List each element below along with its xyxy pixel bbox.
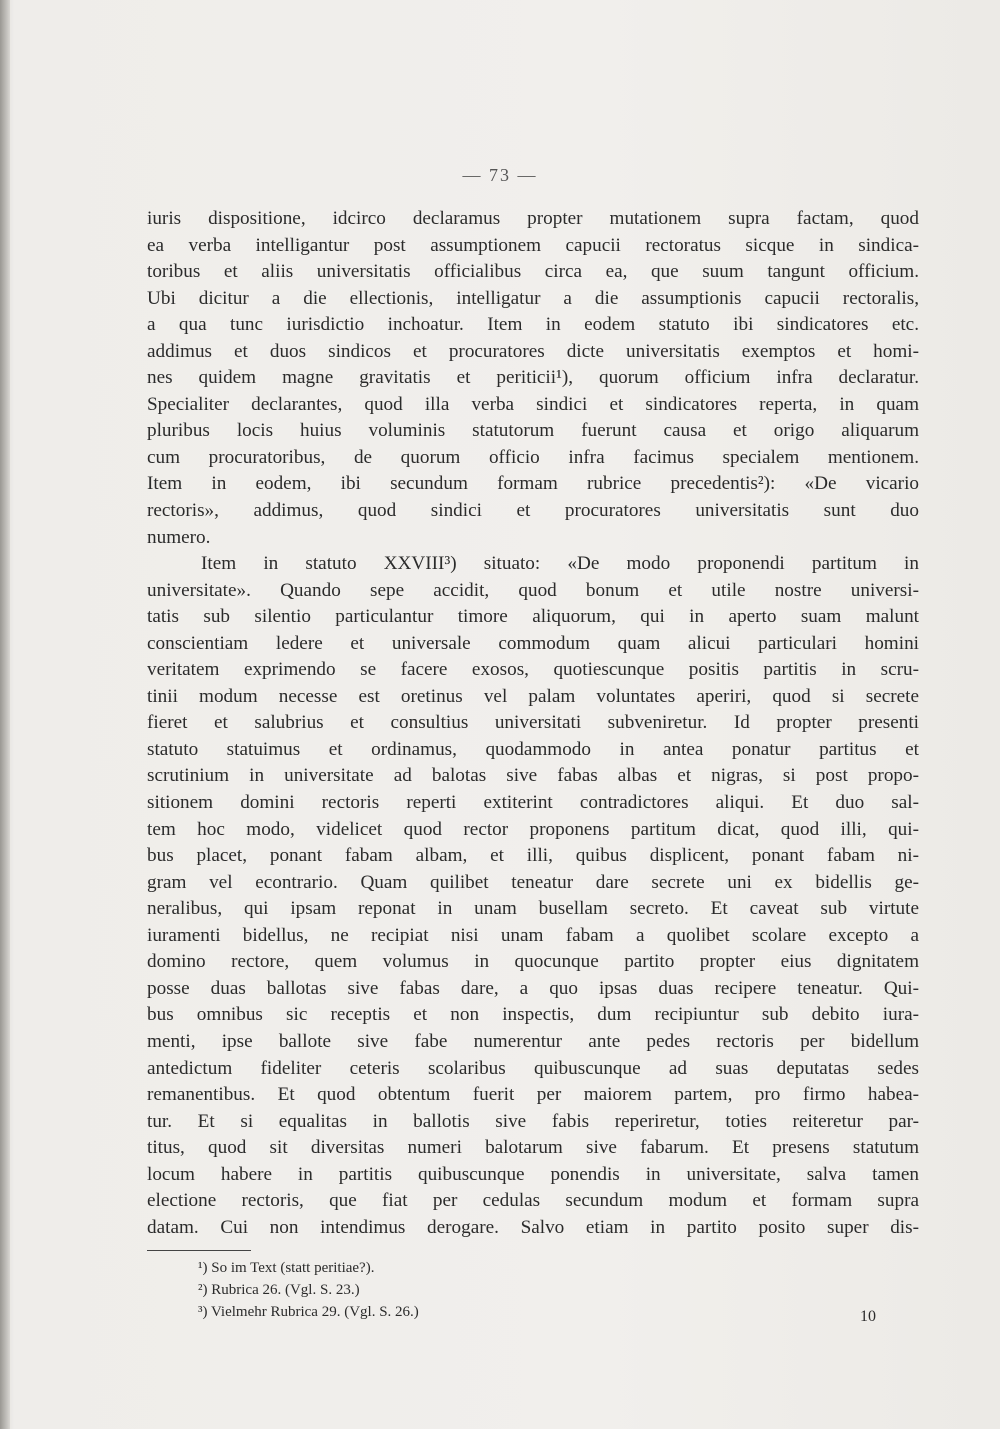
text-line: Item in statuto XXVIII³) situato: «De modo proponendi partitum in: [201, 553, 919, 575]
text-line: statuto statuimus et ordinamus, quodammodo in antea ponatur partitus et: [147, 738, 919, 760]
text-line: tem hoc modo, videlicet quod rector proponens partitum dicat, quod illi, qui-: [147, 818, 919, 840]
text-line: iuramenti bidellus, ne recipiat nisi unam fabam a quolibet scolare excepto a: [147, 924, 919, 946]
footnote: ¹) So im Text (statt peritiae?).: [198, 1260, 375, 1276]
body-text: [147, 206, 919, 1241]
text-line: Specialiter declarantes, quod illa verba sindici et sindicatores reperta, in quam: [147, 393, 919, 415]
text-line: iuris dispositione, idcirco declaramus propter mutationem supra factam, quod: [147, 208, 919, 229]
text-line: bus placet, ponant fabam albam, et illi, quibus displicent, ponant fabam ni-: [147, 845, 919, 867]
text-line: bus omnibus sic receptis et non inspectis, dum recipiuntur sub debito iura-: [147, 1004, 919, 1026]
text-line: remanentibus. Et quod obtentum fuerit per maiorem partem, pro firmo habea-: [147, 1084, 919, 1106]
text-line: universitate». Quando sepe accidit, quod bonum et utile nostre universi-: [147, 579, 919, 601]
text-line: menti, ipse ballote sive fabe numerentur ante pedes rectoris per bidellum: [147, 1030, 919, 1052]
text-line: a qua tunc iurisdictio inchoatur. Item in eodem statuto ibi sindicatores etc.: [147, 314, 919, 336]
text-line: neralibus, qui ipsam reponat in unam busellam secreto. Et caveat sub virtute: [147, 898, 919, 920]
text-line: fieret et salubrius et consultius universitati subveniretur. Id propter presenti: [147, 712, 919, 734]
text-line: tur. Et si equalitas in ballotis sive fabis reperiretur, toties reiteretur par-: [147, 1110, 919, 1132]
footnote: ³) Vielmehr Rubrica 29. (Vgl. S. 26.): [198, 1304, 419, 1320]
text-line: sitionem domini rectoris reperti extiterint contradictores aliqui. Et duo sal-: [147, 792, 919, 814]
page-number: — 73 —: [462, 165, 538, 185]
footnote-rule: [147, 1250, 251, 1251]
text-line: posse duas ballotas sive fabas dare, a quo ipsas duas recipere teneatur. Qui-: [147, 977, 919, 999]
text-line: scrutinium in universitate ad balotas sive fabas albas et nigras, si post propo-: [147, 765, 919, 787]
text-line: addimus et duos sindicos et procuratores dicte universitatis exemptos et homi-: [147, 340, 919, 362]
footnote: ²) Rubrica 26. (Vgl. S. 23.): [198, 1282, 360, 1298]
text-line: datam. Cui non intendimus derogare. Salvo etiam in partito posito super dis-: [147, 1216, 919, 1238]
signature-mark: 10: [860, 1308, 876, 1325]
text-line: antedictum fideliter ceteris scolaribus quibuscunque ad suas deputatas sedes: [147, 1057, 919, 1079]
text-line: tinii modum necesse est oretinus vel palam voluntates aperiri, quod si secrete: [147, 685, 919, 707]
text-line: nes quidem magne gravitatis et periticii¹), quorum officium infra declaratur.: [147, 367, 919, 389]
page-binding-edge: [0, 0, 10, 1429]
text-line: domino rectore, quem volumus in quocunque partito propter eius dignitatem: [147, 951, 919, 973]
text-line: Item in eodem, ibi secundum formam rubrice precedentis²): «De vicario: [147, 473, 919, 495]
footnotes: [198, 1257, 419, 1323]
text-line: tatis sub silentio particulantur timore aliquorum, qui in aperto suam malunt: [147, 606, 919, 628]
text-line: cum procuratoribus, de quorum officio infra facimus specialem mentionem.: [147, 446, 919, 468]
text-line: locum habere in partitis quibuscunque ponendis in universitate, salva tamen: [147, 1163, 919, 1185]
text-line: toribus et aliis universitatis officialibus circa ea, que suum tangunt officium.: [147, 261, 919, 283]
text-line: rectoris», addimus, quod sindici et procuratores universitatis sunt duo: [147, 500, 919, 522]
text-line: gram vel econtrario. Quam quilibet teneatur dare secrete uni ex bidellis ge-: [147, 871, 919, 893]
text-line: electione rectoris, que fiat per cedulas secundum modum et formam supra: [147, 1190, 919, 1212]
text-line: titus, quod sit diversitas numeri balotarum sive fabarum. Et presens statutum: [147, 1137, 919, 1159]
text-line: pluribus locis huius voluminis statutorum fuerunt causa et origo aliquarum: [147, 420, 919, 442]
text-line: ea verba intelligantur post assumptionem capucii rectoratus sicque in sindica-: [147, 234, 919, 256]
text-line: veritatem exprimendo se facere exosos, quotiescunque positis partitis in scru-: [147, 659, 919, 681]
text-line: numero.: [147, 526, 211, 548]
text-line: Ubi dicitur a die ellectionis, intelligatur a die assumptionis capucii rectoralis,: [147, 287, 919, 309]
text-line: conscientiam ledere et universale commodum quam alicui particulari homini: [147, 632, 919, 654]
